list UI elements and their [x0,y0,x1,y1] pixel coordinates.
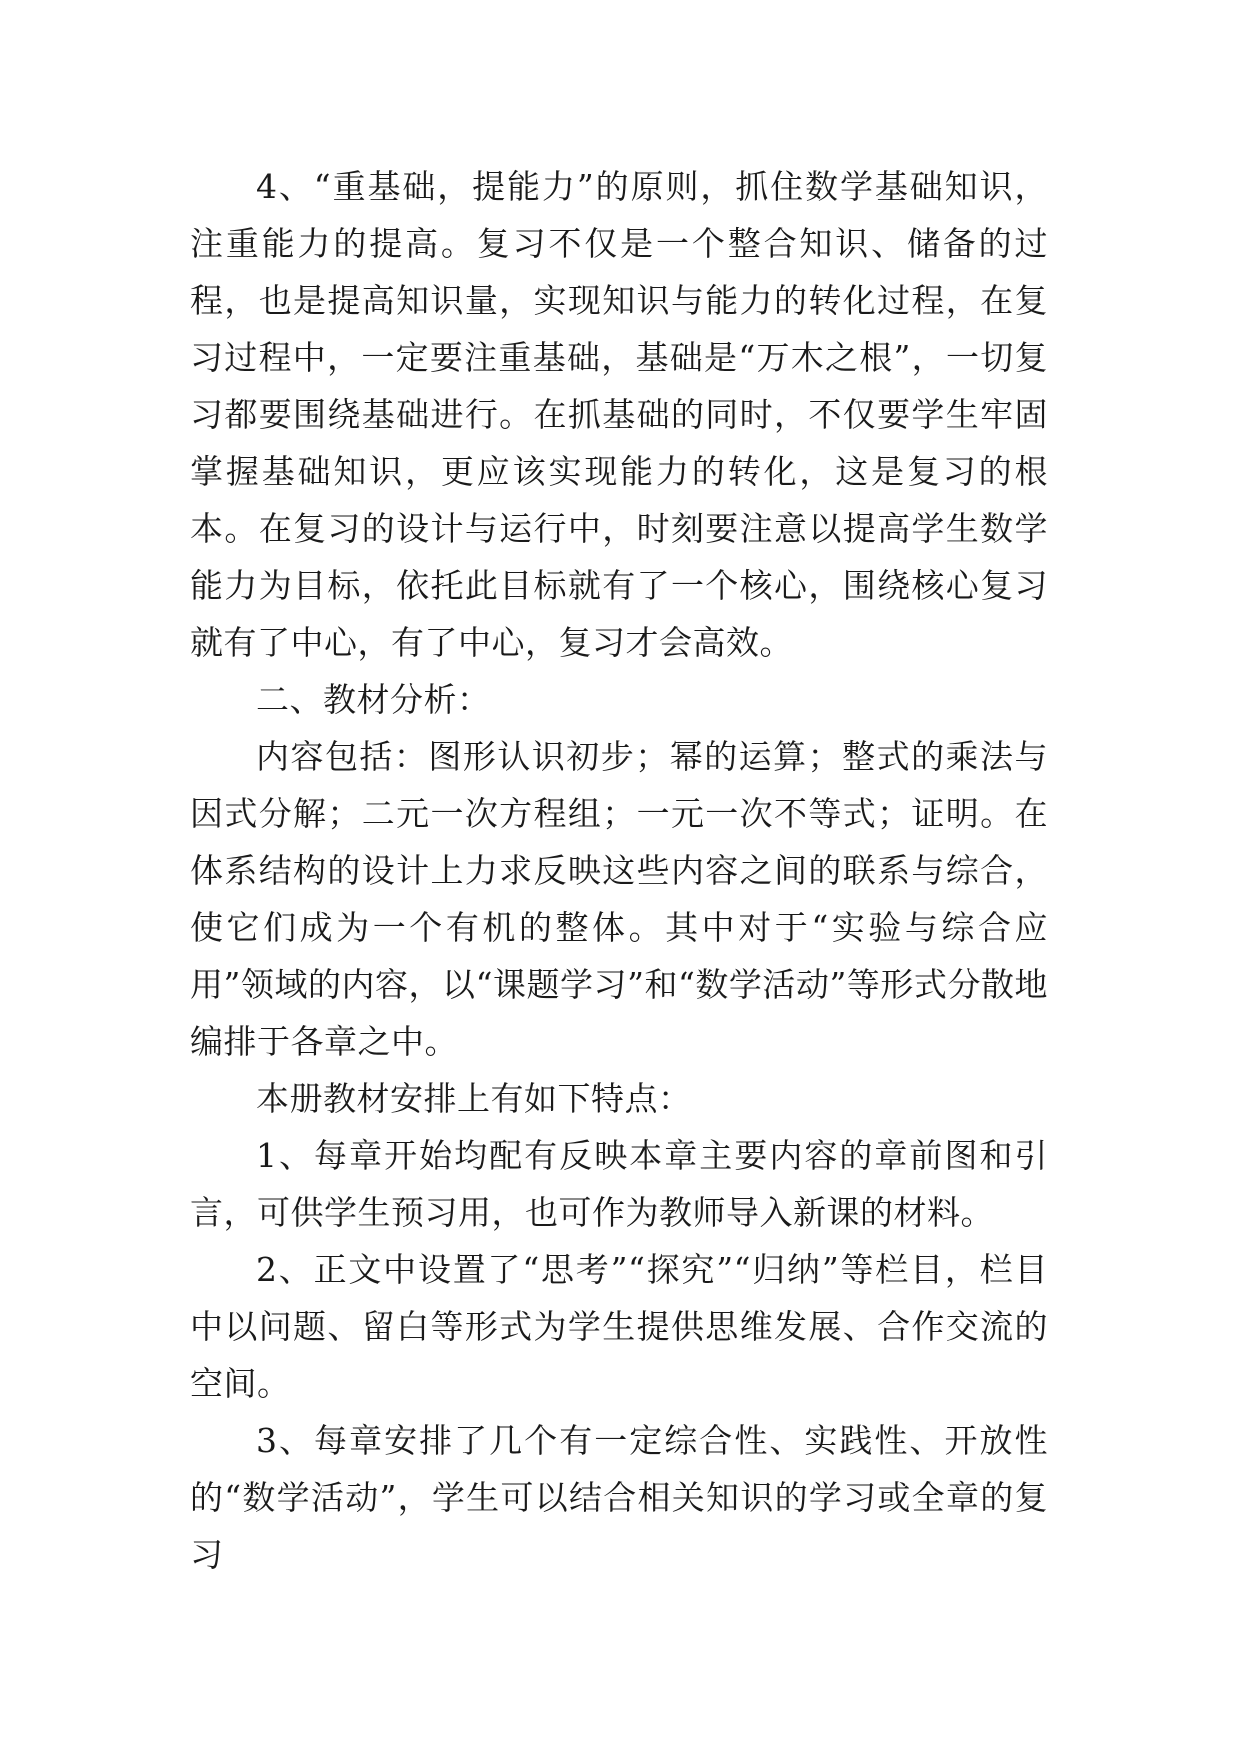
paragraph-features-intro: 本册教材安排上有如下特点： [256,1079,692,1118]
paragraph-content-overview: 内容包括：图形认识初步；幂的运算；整式的乘法与因式分解；二元一次方程组；一元一次不等式；证明。在体系结构的设计上力求反映这些内容之间的联系与综合，使它们成为一个有机的整体。其中对于“实验与综合应用”领域的内容，以“课题学习”和“数学活动”等形式分散地编排于各章之中。 [190,737,1048,1061]
paragraph-feature-1: 1、每章开始均配有反映本章主要内容的章前图和引言，可供学生预习用，也可作为教师导入新课的材料。 [190,1136,1048,1232]
paragraph-feature-2: 2、正文中设置了“思考”“探究”“归纳”等栏目，栏目中以问题、留白等形式为学生提供思维发展、合作交流的空间。 [190,1250,1048,1403]
paragraph-feature-3: 3、每章安排了几个有一定综合性、实践性、开放性的“数学活动”，学生可以结合相关知识的学习或全章的复习 [190,1421,1048,1574]
document-body [190,158,1048,1583]
paragraph-principle-4: 4、“重基础，提能力”的原则，抓住数学基础知识，注重能力的提高。复习不仅是一个整合知识、储备的过程，也是提高知识量，实现知识与能力的转化过程，在复习过程中，一定要注重基础，基础是“万木之根”，一切复习都要围绕基础进行。在抓基础的同时，不仅要学生牢固掌握基础知识，更应该实现能力的转化，这是复习的根本。在复习的设计与运行中，时刻要注意以提高学生数学能力为目标，依托此目标就有了一个核心，围绕核心复习就有了中心，有了中心，复习才会高效。 [190,167,1048,662]
section-heading-textbook-analysis: 二、教材分析： [256,680,491,719]
